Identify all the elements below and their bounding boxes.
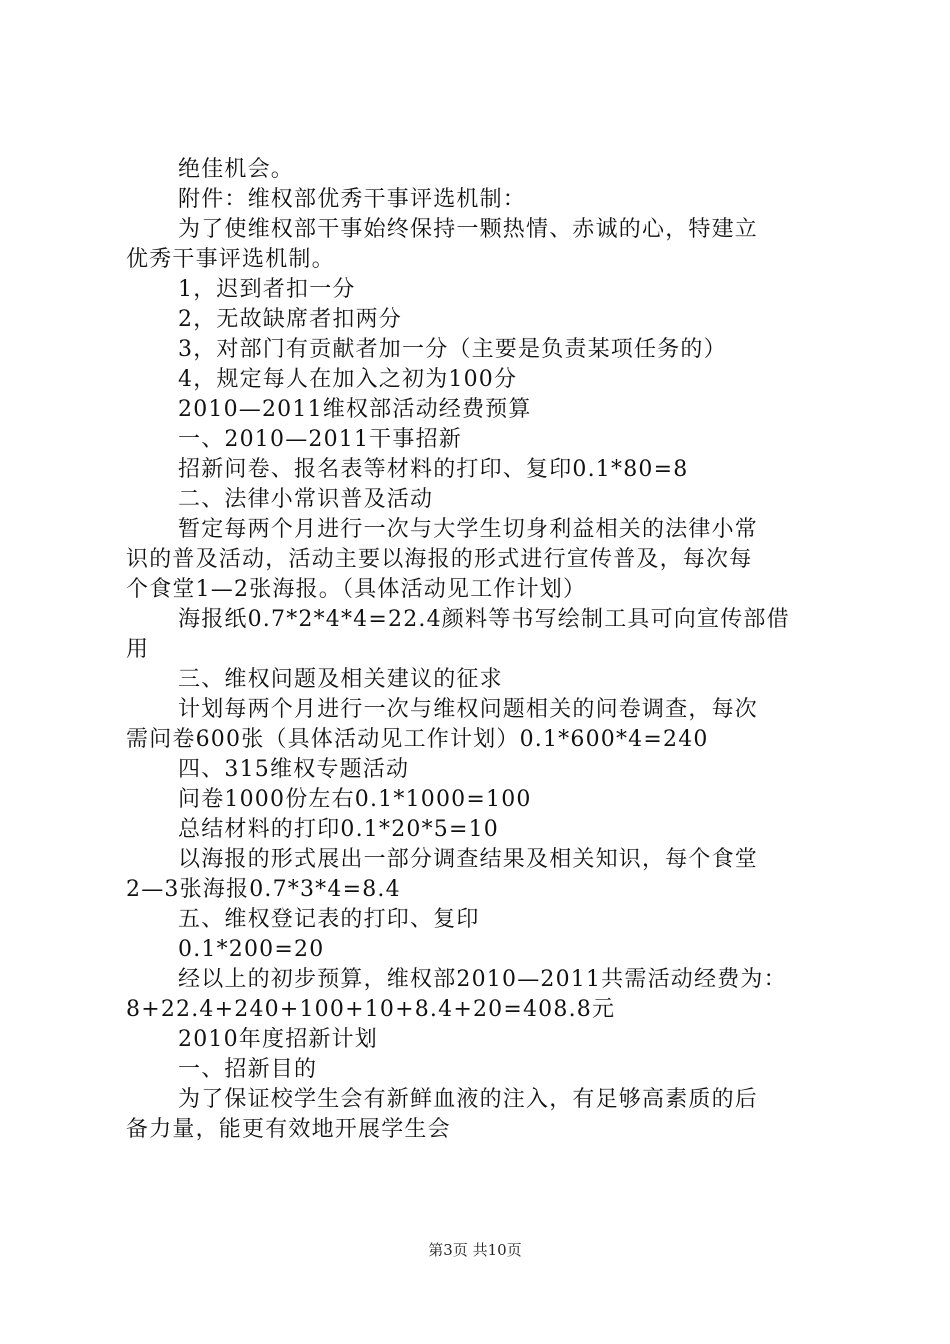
text-line: 二、法律小常识普及活动 [178, 487, 434, 512]
text-line: 一、招新目的 [178, 1057, 318, 1082]
text-line: 为了保证校学生会有新鲜血液的注入，有足够高素质的后 [178, 1087, 759, 1112]
text-line: 绝佳机会。 [178, 157, 295, 182]
text-line: 三、维权问题及相关建议的征求 [178, 667, 503, 692]
text-line: 经以上的初步预算，维权部2010—2011共需活动经费为： [178, 967, 787, 992]
text-line: 暂定每两个月进行一次与大学生切身利益相关的法律小常 [178, 517, 759, 542]
text-line: 8+22.4+240+100+10+8.4+20=408.8元 [126, 997, 616, 1022]
text-line: 问卷1000份左右0.1*1000=100 [178, 787, 532, 812]
page-footer: 第3页 共10页 [428, 1241, 522, 1259]
text-line: 2010年度招新计划 [178, 1027, 378, 1052]
text-line: 总结材料的打印0.1*20*5=10 [178, 817, 500, 842]
text-line: 1，迟到者扣一分 [178, 277, 356, 302]
text-line: 备力量，能更有效地开展学生会 [126, 1117, 451, 1142]
text-line: 五、维权登记表的打印、复印 [178, 907, 480, 932]
text-line: 为了使维权部干事始终保持一颗热情、赤诚的心，特建立 [178, 217, 759, 242]
text-line: 以海报的形式展出一部分调查结果及相关知识，每个食堂 [178, 847, 759, 872]
text-line: 四、315维权专题活动 [178, 757, 410, 782]
text-line: 需问卷600张（具体活动见工作计划）0.1*600*4=240 [126, 727, 709, 752]
text-line: 2—3张海报0.7*3*4=8.4 [126, 877, 401, 902]
text-line: 0.1*200=20 [178, 937, 325, 962]
text-line: 计划每两个月进行一次与维权问题相关的问卷调查，每次 [178, 697, 759, 722]
text-line: 2010—2011维权部活动经费预算 [178, 397, 532, 422]
text-line: 用 [126, 637, 150, 662]
text-line: 优秀干事评选机制。 [126, 247, 335, 272]
text-line: 个食堂1—2张海报。（具体活动见工作计划） [126, 577, 587, 602]
text-line: 附件：维权部优秀干事评选机制： [178, 187, 527, 212]
text-line: 3，对部门有贡献者加一分（主要是负责某项任务的） [178, 337, 727, 362]
text-line: 4，规定每人在加入之初为100分 [178, 367, 518, 392]
text-line: 识的普及活动，活动主要以海报的形式进行宣传普及，每次每 [126, 547, 753, 572]
text-line: 2，无故缺席者扣两分 [178, 307, 402, 332]
text-line: 一、2010—2011干事招新 [178, 427, 462, 452]
document-body [126, 155, 841, 1145]
text-line: 招新问卷、报名表等材料的打印、复印0.1*80=8 [178, 457, 689, 482]
text-line: 海报纸0.7*2*4*4=22.4颜料等书写绘制工具可向宣传部借 [178, 607, 790, 632]
